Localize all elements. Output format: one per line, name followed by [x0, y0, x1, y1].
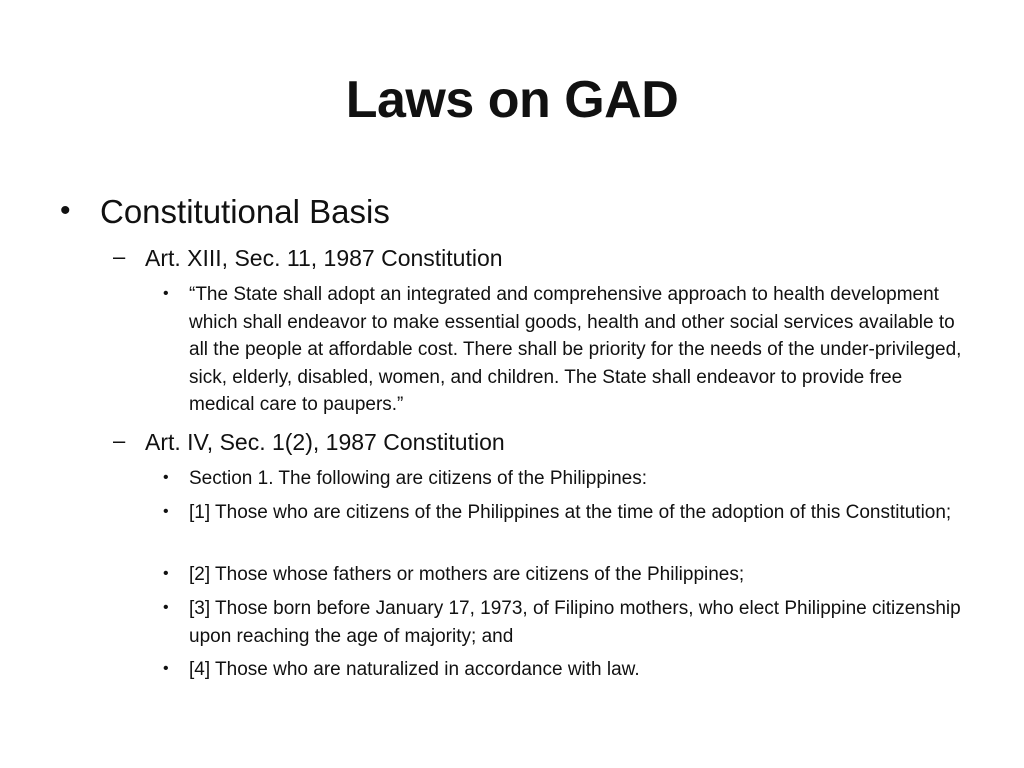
- bullet-icon: •: [163, 599, 169, 616]
- bullet-icon: •: [163, 469, 169, 486]
- dash-bullet-icon: –: [113, 244, 126, 269]
- bullet-icon: •: [163, 565, 169, 582]
- bullet-icon: •: [163, 285, 169, 302]
- slide-title: Laws on GAD: [345, 71, 679, 129]
- list-item: [1] Those who are citizens of the Philippines at the time of the adoption of this Constitution;: [189, 502, 952, 523]
- list-item: Section 1. The following are citizens of the Philippines:: [189, 468, 648, 489]
- list-item: “The State shall adopt an integrated and comprehensive approach to health development which shall endeavor to make essential goods, health and other social services available to all the people at affordable cost. There shall be priority for the needs of the under-privileged, sick, elderly, disabled, women, and children. The State shall endeavor to provide free medical care to paupers.”: [189, 284, 962, 415]
- bullet-icon: •: [163, 660, 169, 677]
- section-heading: Constitutional Basis: [100, 193, 390, 230]
- subsection-heading: Art. IV, Sec. 1(2), 1987 Constitution: [145, 429, 505, 455]
- list-item: [4] Those who are naturalized in accordance with law.: [189, 659, 640, 680]
- subsection-heading: Art. XIII, Sec. 11, 1987 Constitution: [145, 245, 503, 271]
- list-item: [2] Those whose fathers or mothers are citizens of the Philippines;: [189, 564, 745, 585]
- dash-bullet-icon: –: [113, 428, 126, 453]
- list-item: [3] Those born before January 17, 1973, of Filipino mothers, who elect Philippine citizenship upon reaching the age of majority; and: [189, 598, 961, 647]
- bullet-icon: •: [163, 503, 169, 520]
- bullet-icon: •: [60, 194, 71, 227]
